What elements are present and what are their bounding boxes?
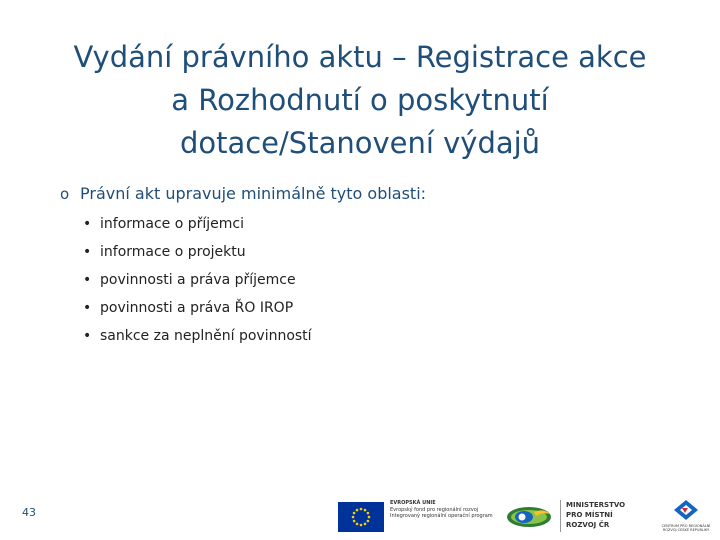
- ministry-line-1: MINISTERSTVO: [566, 501, 626, 509]
- bullet-icon: •: [83, 272, 92, 288]
- sub-bullet-list: [80, 210, 312, 350]
- bullet-icon: •: [83, 328, 92, 344]
- main-bullet-text: Právní akt upravuje minimálně tyto oblasti:: [80, 184, 427, 203]
- eu-text-line-1: EVROPSKÁ UNIE: [390, 500, 436, 506]
- ministry-text: [566, 500, 625, 530]
- ministry-line-2: PRO MÍSTNÍ: [566, 511, 613, 519]
- ministry-logo: [560, 498, 654, 534]
- bullet-icon: •: [83, 300, 92, 316]
- eu-flag-icon: [338, 502, 384, 532]
- page-number: 43: [22, 506, 36, 519]
- sub-bullet-item: [80, 294, 312, 322]
- bullet-icon: •: [83, 216, 92, 232]
- hollow-bullet-icon: o: [60, 185, 70, 203]
- irop-logo-icon: [504, 500, 554, 534]
- sub-bullet-item: [80, 238, 312, 266]
- main-bullet-item: [60, 183, 426, 205]
- sub-bullet-item: [80, 210, 312, 238]
- sub-bullet-text: povinnosti a práva ŘO IROP: [100, 300, 294, 316]
- title-line-3: dotace/Stanovení výdajů: [179, 126, 541, 160]
- sub-bullet-text: sankce za neplnění povinností: [100, 328, 312, 344]
- crr-logo-text: CENTRUM PRO REGIONÁLNÍ ROZVOJ ČESKÉ REPUBLIKY: [661, 524, 711, 532]
- bullet-icon: •: [83, 244, 92, 260]
- sub-bullet-text: povinnosti a práva příjemce: [100, 272, 296, 288]
- sub-bullet-item: [80, 322, 312, 350]
- sub-bullet-text: informace o příjemci: [100, 216, 245, 232]
- eu-text-line-2: Evropský fond pro regionální rozvoj: [390, 506, 479, 513]
- crr-logo-icon: [658, 498, 714, 536]
- slide-title: [40, 36, 680, 165]
- ministry-separator: [560, 500, 561, 532]
- eu-logo-text: [390, 500, 500, 520]
- main-bullet-list: [60, 183, 426, 205]
- title-line-1: Vydání právního aktu – Registrace akce: [73, 40, 647, 74]
- eu-text-line-3: Integrovaný regionální operační program: [390, 513, 493, 519]
- sub-bullet-text: informace o projektu: [100, 244, 246, 260]
- sub-bullet-item: [80, 266, 312, 294]
- ministry-line-3: ROZVOJ ČR: [566, 521, 610, 529]
- title-line-2: a Rozhodnutí o poskytnutí: [171, 83, 549, 117]
